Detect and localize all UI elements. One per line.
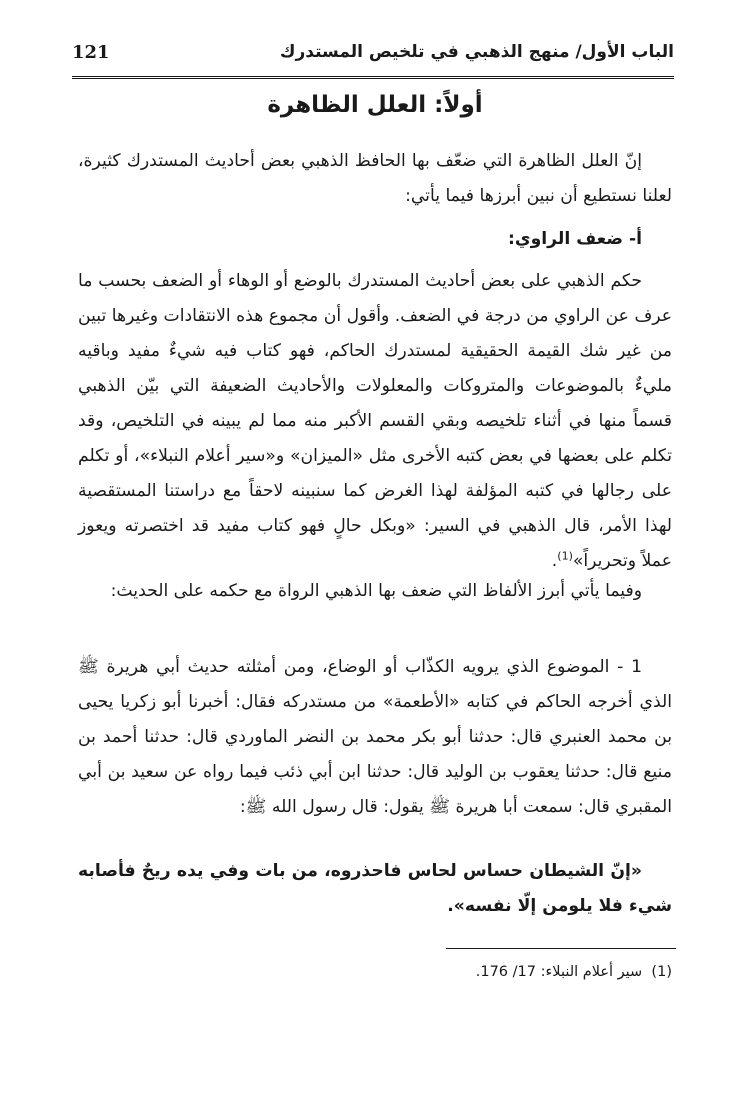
chapter-title: الباب الأول/ منهج الذهبي في تلخيص المستدرك bbox=[279, 42, 674, 62]
subheading-narrator-weakness: أ- ضعف الراوي: bbox=[507, 229, 642, 249]
footnote-reference: (1) bbox=[557, 549, 573, 563]
paragraph-example: 1 - الموضوع الذي يرويه الكذّاب أو الوضاع، ومن أمثلته حديث أبي هريرة ﷺ الذي أخرجه الحاكم في كتابه «الأطعمة» من مستدركه فقال: أخبرنا أبو زكريا يحيى بن محمد العنبري قال: حدثنا أبو بكر محمد بن النضر الماوردي قال: حدثنا أحمد بن منيع قال: حدثنا يعقوب بن الوليد قال: حدثنا ابن أبي ذئب فيما رواه عن سعيد بن أبي المقبري قال: سمعت أبا هريرة ﷺ يقول: قال رسول الله ﷺ: bbox=[78, 657, 672, 817]
paragraph-ruling-text: حكم الذهبي على بعض أحاديث المستدرك بالوضع أو الوهاء أو الضعف بحسب ما عرف عن الراوي من درجة في الضعف. وأقول أن مجموع هذه الانتقادات وغيرها تبين من غير شك القيمة الحقيقية لمستدرك الحاكم، فهو كتاب فيه شيءٌ مفيد وباقيه مليءٌ بالموضوعات والمتروكات والمعلولات والأحاديث الضعيفة التي بيّن الذهبي قسماً منها في أثناء تلخيصه وبقي القسم الأكبر منه مما لم يبينه في التلخيص، وقد تكلم على بعضها في بعض كتبه الأخرى مثل «الميزان» و«سير أعلام النبلاء»، أو تكلم على رجالها في كتبه المؤلفة لهذا الغرض كما سنبينه لاحقاً مع دراستنا المستقصية لهذا الأمر، قال الذهبي في السير: «وبكل حالٍ فهو كتاب مفيد قد اختصرته ويعوز عملاً وتحريراً» bbox=[78, 271, 672, 571]
footnote-marker: (1) bbox=[651, 964, 672, 980]
footnote-text: سير أعلام النبلاء: 17/ 176. bbox=[475, 964, 643, 980]
running-header bbox=[72, 36, 674, 79]
footnote bbox=[78, 960, 672, 984]
hadith-quote: «إنّ الشيطان حساس لحاس فاحذروه، من بات وفي يده ريحٌ فأصابه شيء فلا يلومن إلّا نفسه». bbox=[78, 861, 672, 916]
intro-paragraph: إنّ العلل الظاهرة التي ضعّف بها الحافظ الذهبي بعض أحاديث المستدرك كثيرة، لعلنا نستطيع أن نبين أبرزها فيما يأتي: bbox=[78, 151, 672, 206]
paragraph-terms: وفيما يأتي أبرز الألفاظ التي ضعف بها الذهبي الرواة مع حكمه على الحديث: bbox=[110, 581, 642, 601]
section-title: أولاً: العلل الظاهرة bbox=[267, 92, 483, 118]
paragraph-ruling-end: . bbox=[551, 551, 558, 571]
paragraph-ruling bbox=[78, 264, 672, 579]
footnote-divider bbox=[446, 948, 676, 949]
page-number: 121 bbox=[72, 42, 110, 63]
